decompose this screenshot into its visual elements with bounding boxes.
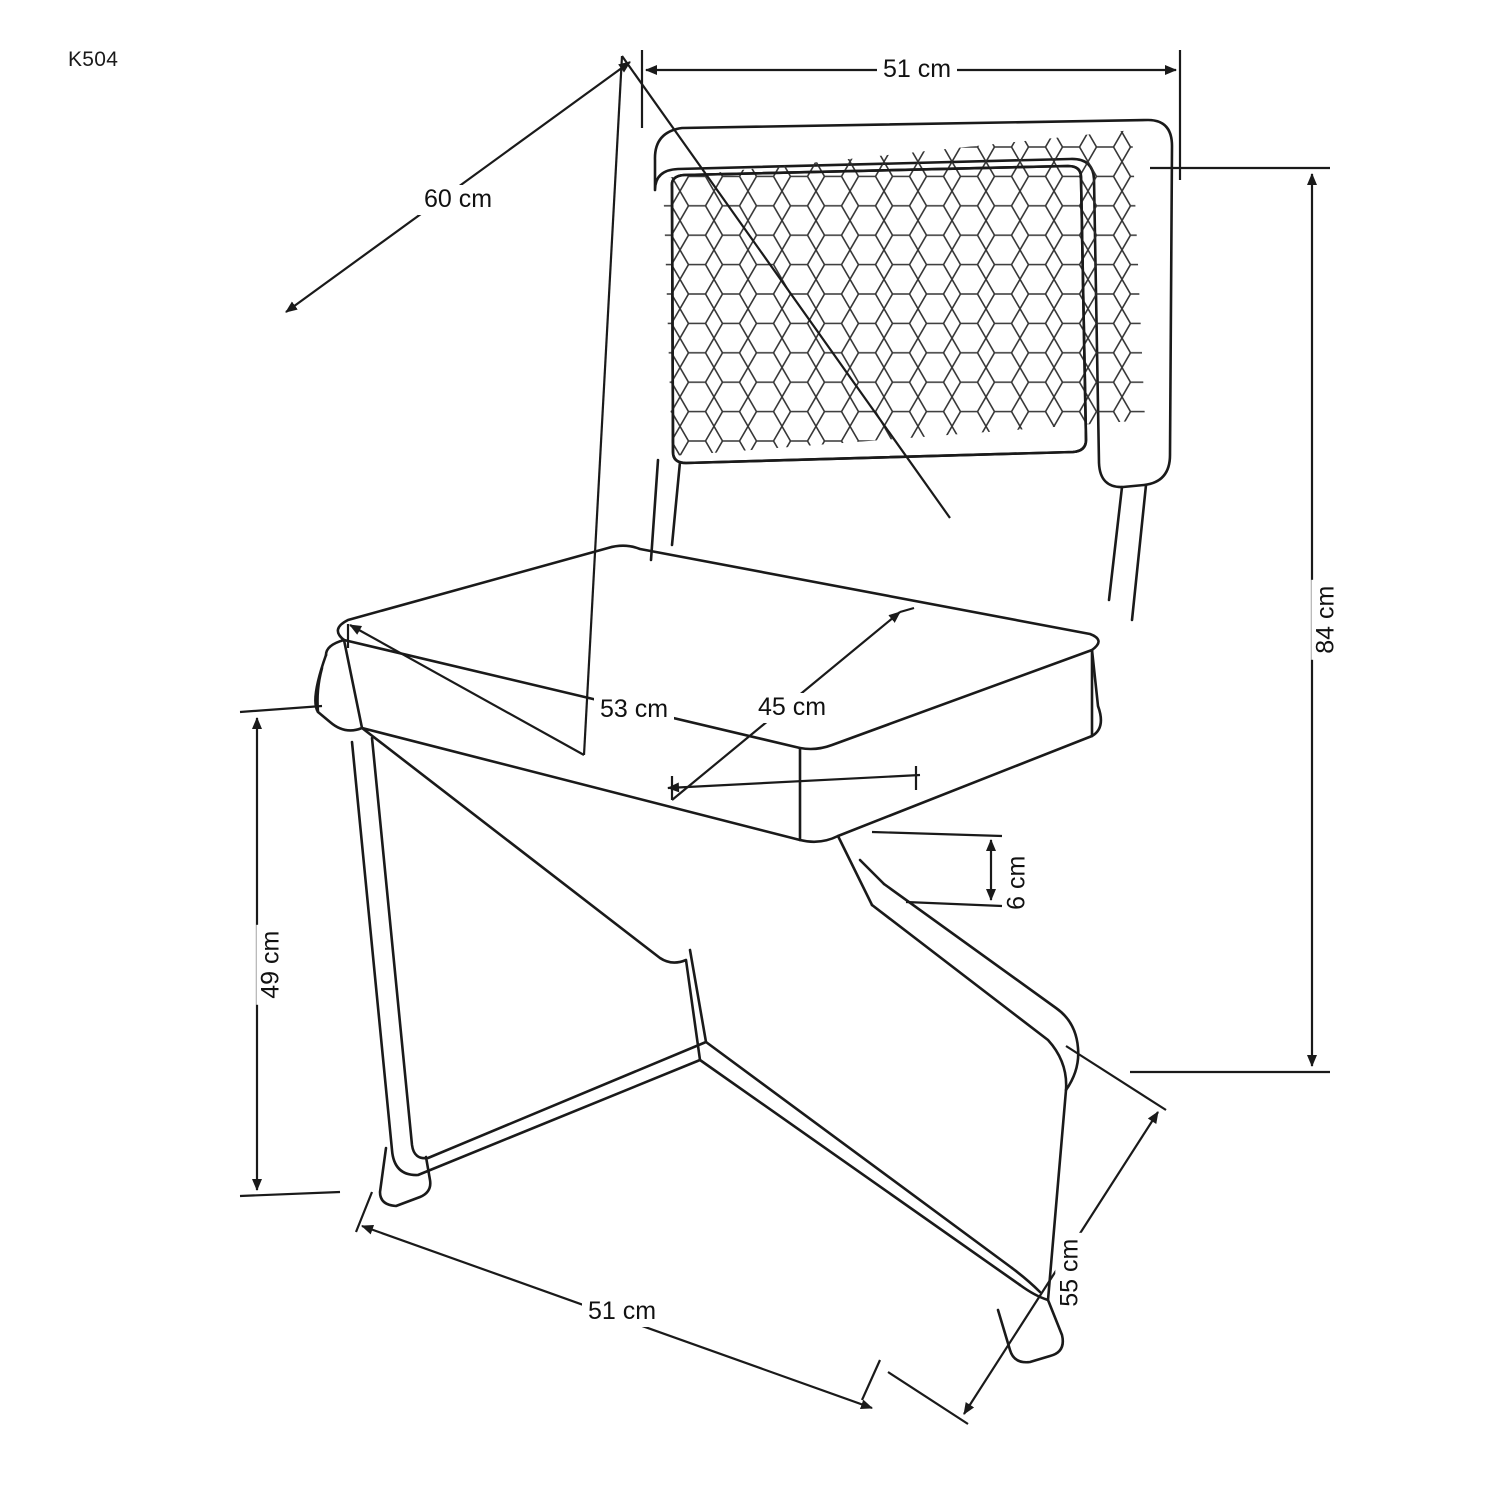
model-code-label: K504 — [68, 48, 119, 71]
dimension-label-seat-thickness: 6 cm — [1002, 850, 1032, 916]
dimension-label-base-width: 51 cm — [582, 1297, 662, 1327]
dimension-label-base-depth: 55 cm — [1055, 1233, 1085, 1313]
dimension-height-side — [1130, 168, 1330, 1072]
backrest-posts — [651, 460, 1146, 620]
dimension-label-width-top: 51 cm — [877, 55, 957, 85]
dimension-seat-thickness — [872, 832, 1002, 906]
dimension-base-depth — [888, 1046, 1166, 1424]
dimension-label-seat-depth: 45 cm — [752, 693, 832, 723]
dimension-label-height-side: 84 cm — [1311, 580, 1341, 660]
dimension-label-depth-upper: 60 cm — [418, 185, 498, 215]
seat-cushion — [315, 546, 1101, 842]
dimension-seat-height — [240, 706, 340, 1196]
cantilever-base — [352, 728, 1078, 1362]
dimension-label-seat-diagonal: 53 cm — [594, 695, 674, 725]
dimension-label-seat-height: 49 cm — [256, 925, 286, 1005]
